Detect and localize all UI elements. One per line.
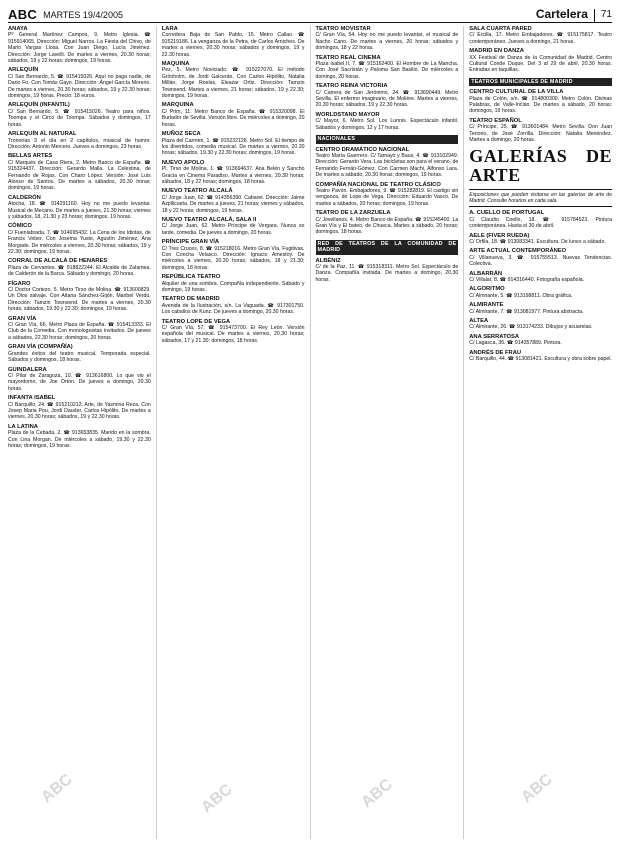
galleries-intro: Exposiciones que pueden visitarse en las galerías de arte de Madrid. Consulte horarios en cada sala.: [469, 189, 612, 208]
venue-name: ANA SERRATOSA: [469, 333, 520, 340]
venue-details: C/ Jovellanos, 4. Metro Banco de España. ☎ 915245400. La Gran Vía y El bateo, de Chueca. Martes a sábado, 20 horas; domingos, 18 horas.: [315, 216, 459, 236]
venue-name: CORRAL DE ALCALÁ DE HENARES: [8, 258, 108, 265]
venue-name: GRAN VÍA (COMPAÑÍA): [8, 344, 73, 351]
listing-entry: [162, 131, 305, 157]
listing-entry: [8, 131, 151, 150]
listing-entry: [8, 195, 151, 221]
venue-name: BELLAS ARTES: [8, 153, 53, 160]
venue-details: C/ Pilar de Zaragoza, 10. ☎ 913616800. Lo que vio el mayordomo, de Joe Orton. De jueves a domingo, 20.30 horas.: [8, 372, 151, 392]
listing-entry: [162, 239, 305, 271]
section-title: Cartelera: [535, 7, 588, 21]
venue-name: A. CUELLO DE PORTUGAL: [469, 210, 545, 217]
listings-columns: [8, 26, 612, 839]
venue-details: Pl. Tirso de Molina, 1. ☎ 913694637. Ana Belén y Sancho Gracia en Cinema Paradiso. Martes a viernes, 20.30 horas; sábados, 18 y 22 horas; domingos, 18 horas.: [161, 166, 305, 185]
section-banner: RED DE TEATROS DE LA COMUNIDAD DE MADRID: [317, 240, 457, 254]
venue-details: Tronorías 3 el día en 2 capítulos, musical de humor. Dirección: Antonio Mercero. Jueves a domingos, 23 horas.: [8, 137, 151, 150]
listing-entry: [162, 319, 305, 345]
listing-entry: [316, 147, 459, 179]
venue-name: NUEVO APOLO: [161, 159, 205, 166]
listing-entry: [316, 210, 459, 236]
venue-name: TEATRO LOPE DE VEGA: [161, 318, 231, 325]
header-right: [536, 7, 612, 22]
venue-name: ANDRÉS DE FRAU: [469, 349, 522, 356]
venue-details: C/ de la Paz, 11. ☎ 915318311. Metro Sol. Espectáculo de Danza. Compañía invitada. De martes a domingo, 20.30 horas.: [315, 264, 459, 283]
header-left: [8, 7, 123, 22]
listing-entry: [162, 188, 305, 214]
venue-name: ARTE ACTUAL CONTEMPORÁNEO: [469, 248, 567, 255]
listing-entry: [8, 367, 151, 393]
venue-name: MUÑOZ SECA: [161, 131, 201, 138]
listing-entry: [8, 258, 151, 277]
venue-name: NUEVO TEATRO ALCALÁ: [161, 188, 233, 195]
venue-details: C/ Lagasca, 36. ☎ 914357889. Pintura.: [469, 340, 562, 347]
listing-entry: [162, 61, 305, 99]
venue-details: C/ Almirante, 26. ☎ 913174233. Dibujos y acuarelas.: [469, 324, 593, 331]
listing-entry: [8, 424, 151, 450]
listing-entry: [8, 395, 151, 421]
venue-details: C/ Marqués de Casa Riera, 2. Metro Banco de España. ☎ 915324437. Dirección: Gerardo Malla. La Celestina, de Fernando de Rojas. Con Charo López. Versión: José Luis Alonso de Santos. De martes a sábados, 20.30 horas; domingos, 19 horas.: [8, 159, 151, 192]
venue-name: GUINDALERA: [8, 366, 47, 373]
venue-name: TEATRO MOVISTAR: [315, 26, 371, 32]
listing-entry: [469, 210, 612, 229]
venue-name: COMPAÑÍA NACIONAL DE TEATRO CLÁSICO: [315, 181, 441, 188]
listing-entry: [8, 316, 151, 342]
listing-entry: [8, 223, 151, 255]
venue-name: CÓMICO: [8, 223, 32, 230]
listing-entry: [469, 26, 612, 45]
listing-entry: [8, 281, 151, 313]
listing-entry: [469, 248, 612, 267]
venue-name: INFANTA ISABEL: [8, 395, 56, 402]
venue-details: C/ Jorge Juan, 62. Metro Príncipe de Vergara. Nunca es tarde, comedia. De jueves a domingo, 20 horas.: [161, 223, 305, 236]
venue-name: TEATRO DE LA ZARZUELA: [315, 210, 391, 217]
venue-details: C/ Claudio Coello, 18. ☎ 915784523. Pintura contemporánea. Hasta el 30 de abril.: [469, 216, 612, 230]
watermark: ABC: [38, 770, 76, 807]
venue-details: C/ Jorge Juan, 62. ☎ 914356390. Cabaret. Dirección: Jaime Azpilicueta. De martes a jueves, 21 horas; viernes y sábados, 18 y 22 horas; domingos, 19 horas.: [161, 194, 305, 214]
section-banner: TEATROS MUNICIPALES DE MADRID: [469, 78, 612, 86]
venue-name: CALDERÓN: [8, 194, 41, 201]
listing-entry: [8, 102, 151, 128]
venue-details: C/ Tres Cruces, 8. ☎ 915218016. Metro Gran Vía. Fugitivas. Con Concha Velasco. Dirección: Ignacio Amestoy. De miércoles a viernes, 20.30 horas; sábados, 18 y 21.30; domingos, 18 horas.: [161, 245, 305, 271]
venue-name: GRAN VÍA: [8, 315, 37, 322]
venue-details: Avenida de la Ilustración, s/n. La Vaguada. ☎ 917301750. Los caballos de Kunz. De jueves a domingo, 20.30 horas.: [161, 302, 305, 316]
venue-name: MADRID EN DANZA: [469, 48, 524, 55]
listing-entry: [162, 102, 305, 128]
listing-entry: [316, 112, 459, 131]
listing-entry: [316, 182, 459, 208]
venue-details: Corredera Baja de San Pablo, 15. Metro Callao. ☎ 915219186. La venganza de la Petra, de Carlos Arniches. De martes a viernes, 20.30 horas; sábados y domingos, 19 y 22.30 horas.: [161, 32, 305, 58]
venue-name: TEATRO REINA VICTORIA: [315, 83, 388, 90]
venue-details: XX Festival de Danza de la Comunidad de Madrid. Centro Cultural Conde Duque. Del 3 al 29 de abril, 20.30 horas. Entradas en taquillas.: [469, 54, 612, 74]
listing-entry: [316, 258, 459, 284]
column-2: [156, 26, 305, 839]
venue-name: REPÚBLICA TEATRO: [161, 274, 221, 281]
venue-details: C/ Villanueva, 3. ☎ 915755513. Nuevas Tendencias. Colectiva.: [469, 254, 612, 268]
section-banner: NACIONALES: [316, 135, 459, 143]
listing-entry: [8, 26, 151, 64]
venue-details: C/ Gran Vía, 66. Metro Plaza de España. ☎ 915413333. El Club de la Comedia. Con monologuistas invitados. De jueves a sábados, 22.30 horas; domingos, 20 horas.: [8, 322, 151, 341]
listing-entry: [162, 26, 305, 58]
venue-details: Plaza de la Cebada, 2. ☎ 913653835. Marido en la sombra. Con Lina Morgan. De miércoles a sábado, 19.30 y 22.30 horas; domingos, 19 horas.: [8, 430, 151, 449]
venue-name: TEATRO DE MADRID: [161, 296, 220, 303]
listing-entry: [8, 344, 151, 363]
column-4: [463, 26, 612, 839]
venue-name: MAQUINA: [161, 61, 190, 68]
venue-details: C/ Orfila, 18. ☎ 913083341. Escultura. De lunes a sábado.: [469, 238, 606, 245]
venue-name: FÍGARO: [8, 280, 31, 287]
venue-name: NUEVO TEATRO ALCALÁ, SALA II: [161, 216, 257, 223]
venue-details: C/ Doctor Cortezo, 5. Metro Tirso de Molina. ☎ 913600829. Un Dios salvaje. Con Aitana Sánchez-Gijón, Maribel Verdú. Dirección: Tamzin Townsend. De martes a viernes, 20.30 horas; sábados, 19.30 y 22.30; domingos, 19 horas.: [8, 287, 151, 313]
listing-entry: [469, 48, 612, 74]
listing-entry: [469, 118, 612, 144]
venue-name: CENTRO DRAMÁTICO NACIONAL: [315, 146, 410, 153]
listing-entry: [162, 274, 305, 293]
venue-name: LA LATINA: [8, 423, 38, 430]
listing-entry: [316, 83, 459, 109]
page-header: [8, 4, 612, 23]
venue-name: LARA: [161, 26, 178, 32]
venue-name: ARLEQUÍN (INFANTIL): [8, 102, 70, 109]
venue-details: C/ Barquillo, 44. ☎ 913081421. Escultura y obra sobre papel.: [469, 356, 612, 363]
listing-entry: [162, 160, 305, 186]
venue-details: Grandes éxitos del teatro musical. Temporada especial. Sábados y domingos, 18 horas.: [8, 350, 151, 364]
venue-details: C/ Fuenlabrada, 7. ☎ 914695432. La Cena de los Idiotas, de Francis Veber. Con Josema Yuste, Agustín Jiménez, Ana Morgade. De miércoles a viernes, 20.30 horas; sábados, 19 y 22.30; domingos, 19 horas.: [8, 229, 151, 255]
galleries-title: GALERÍAS DE ARTE: [469, 145, 612, 185]
venue-details: Plaza Isabel II, 7. ☎ 915162400. El Hombre de La Mancha. Con José Sacristán y Paloma San Basilio. De miércoles a domingo, 20 horas.: [315, 61, 459, 80]
column-3: [310, 26, 459, 839]
venue-name: AELE (FIVER RUEDA): [469, 232, 530, 239]
watermark: ABC: [358, 775, 396, 812]
watermark: ABC: [518, 770, 556, 807]
venue-name: ANAYA: [8, 26, 28, 32]
venue-details: Plaza del Carmen, 1. ☎ 915232128. Metro Sol. El tiempo de los divertidos, comedia musical. De martes a viernes, 20.30 horas; sábados, 19.30 y 22.30 horas; domingos, 19 horas.: [161, 137, 305, 157]
venue-details: C/ Carrera de San Jerónimo, 24. ☎ 913690449. Metro Sevilla. El enfermo imaginario, de Molière. Martes a viernes, 20.30 horas; sábados, 19 y 22.30 horas.: [315, 89, 459, 109]
venue-details: C/ Barquillo, 24. ☎ 915210212. Arte, de Yasmina Reza. Con Josep Maria Pou, Jordi Dauder, Carlos Hipólito. De martes a viernes, 20.30 horas; sábados, 19 y 22.30 horas.: [8, 401, 151, 421]
venue-details: C/ Almirante, 5. ☎ 913198811. Obra gráfica.: [469, 292, 573, 299]
issue-date: MARTES 19/4/2005: [43, 10, 123, 20]
newspaper-logo: ABC: [8, 7, 38, 22]
column-1: [8, 26, 151, 839]
venue-details: C/ Gran Vía, 54. Hoy no me puedo levantar, el musical de Nacho Cano. De martes a viernes, 20 horas; sábados y domingos, 18 y 22 horas.: [315, 32, 459, 52]
venue-details: Alquiler de una sombra. Compañía independiente. Sábado y domingo, 19 horas.: [161, 280, 305, 294]
venue-details: Teatro Pavón. Embajadores, 9. ☎ 915282819. El castigo sin venganza, de Lope de Vega. Dirección: Eduardo Vasco. De martes a sábados, 20 horas; domingos, 19 horas.: [315, 187, 459, 207]
listing-entry: [469, 89, 612, 115]
venue-name: CENTRO CULTURAL DE LA VILLA: [469, 89, 564, 96]
venue-details: Pez, 5. Metro Noviciado. ☎ 915227070. El método Grönholm, de Jordi Galcerán. Con Carlos Hipólito, Natalia Millán, Jorge Roelas, Eleazar Ortiz. Dirección: Tamzin Townsend. Martes a viernes, 21 horas; sábados, 19 y 22.30; domingos, 19 horas.: [161, 67, 305, 100]
listing-entry: [8, 67, 151, 99]
venue-details: C/ Villalar, 8. ☎ 914316440. Fotografía española.: [469, 276, 585, 283]
watermark: ABC: [198, 780, 236, 817]
venue-details: Pº General Martínez Campos, 9. Metro Iglesia. ☎ 915914065. Dirección: Miguel Narros. La Fiesta del Chivo, de Mario Vargas Llosa. Con Juan Diego, Lucía Jiménez. Dirección: Jorge Lavelli. De martes a viernes, 20.30 horas; sábados, 19 y 22 horas; domingos, 19 horas.: [8, 32, 151, 65]
venue-details: Plaza de Colón, s/n. ☎ 914800300. Metro Colón. Divinas Palabras, de Valle-Inclán. De martes a sábado, 20 horas; domingos, 19 horas.: [469, 95, 612, 115]
venue-details: C/ San Bernardo, 5. ☎ 915415026. Teatro para niños. Toompa y el Circo de Toompa. Sábados y domingos, 17 horas.: [8, 108, 151, 128]
venue-name: PRÍNCIPE GRAN VÍA: [161, 239, 220, 246]
venue-details: Atocha, 18. ☎ 914291160. Hoy no me puedo levantar. Musical de Mecano. De martes a jueves, 21.30 horas; viernes y sábados, 18, 21.30 y 23 horas; domingos, 19 horas.: [8, 201, 151, 220]
venue-name: ALGORITMO: [469, 286, 505, 293]
venue-details: C/ Mayor, 6. Metro Sol. Los Lunnis. Espectáculo infantil. Sábados y domingos, 12 y 17 horas.: [315, 118, 459, 131]
listing-entry: [162, 217, 305, 236]
venue-name: ARLEQUÍN: [8, 67, 39, 74]
page-number: 71: [594, 9, 612, 22]
listing-entry: [469, 302, 612, 315]
listing-entry: [469, 286, 612, 299]
venue-details: C/ Ercilla, 17. Metro Embajadores. ☎ 915175817. Teatro contemporáneo. Jueves a domingo, 21 horas.: [469, 32, 612, 45]
venue-details: C/ Gran Vía, 57. ☎ 915473700. El Rey León. Versión española del musical. De martes a viernes, 20.30 horas; sábados, 17 y 21.30; domingos, 18 horas.: [161, 325, 305, 344]
listing-entry: [162, 296, 305, 315]
venue-name: TEATRO REAL CINEMA: [315, 54, 381, 61]
venue-details: Teatro María Guerrero. C/ Tamayo y Baus, 4. ☎ 913102949. Dirección: Gerardo Vera. Las bicicletas son para el verano, de Fernando Fernán-Gómez. Con Carmen Machi, Alfonso Lara. De martes a sábado, 20.30 horas; domingos, 19 horas.: [315, 152, 459, 179]
listing-entry: [469, 318, 612, 331]
venue-name: WORLDSTAND MAYOR: [315, 111, 380, 118]
listing-entry: [469, 350, 612, 363]
listing-entry: [316, 55, 459, 81]
listing-entry: [316, 26, 459, 52]
listing-entry: [469, 334, 612, 347]
venue-details: C/ San Bernardo, 5. ☎ 915415026. Aquí no paga nadie, de Dario Fo. Con Tomás Gayo. Dirección: Ángel García Moreno. De martes a viernes, 20.30 horas; sábados, 19 y 22.30 horas; domingos, 19 horas. Precio: 18 euros.: [8, 73, 151, 100]
venue-details: C/ Príncipe, 25. ☎ 913601484. Metro Sevilla. Don Juan Tenorio, de José Zorrilla. Dirección: Natalia Menéndez. Martes a domingo, 20 horas.: [469, 124, 612, 144]
venue-name: ARLEQUÍN AL NATURAL: [8, 131, 77, 138]
venue-details: C/ Almirante, 7. ☎ 913081977. Pintura abstracta.: [469, 308, 584, 315]
venue-name: MARQUINA: [161, 102, 194, 109]
venue-details: C/ Prim, 11. Metro Banco de España. ☎ 915320098. El Burlador de Sevilla. Versión libre. De miércoles a domingo, 20 horas.: [161, 108, 305, 128]
venue-name: TEATRO ESPAÑOL: [469, 117, 522, 124]
venue-name: SALA CUARTA PARED: [469, 26, 532, 32]
venue-details: Plaza de Cervantes. ☎ 918822244. El Alcalde de Zalamea, de Calderón de la Barca. Sábado y domingo, 20 horas.: [8, 264, 151, 278]
venue-name: ALTEA: [469, 318, 489, 324]
venue-name: ALBÉNIZ: [315, 257, 341, 264]
listing-entry: [469, 271, 612, 284]
venue-name: ALMIRANTE: [469, 302, 504, 309]
listing-entry: [8, 153, 151, 191]
venue-name: ALBARRÁN: [469, 270, 503, 277]
listing-entry: [469, 233, 612, 246]
